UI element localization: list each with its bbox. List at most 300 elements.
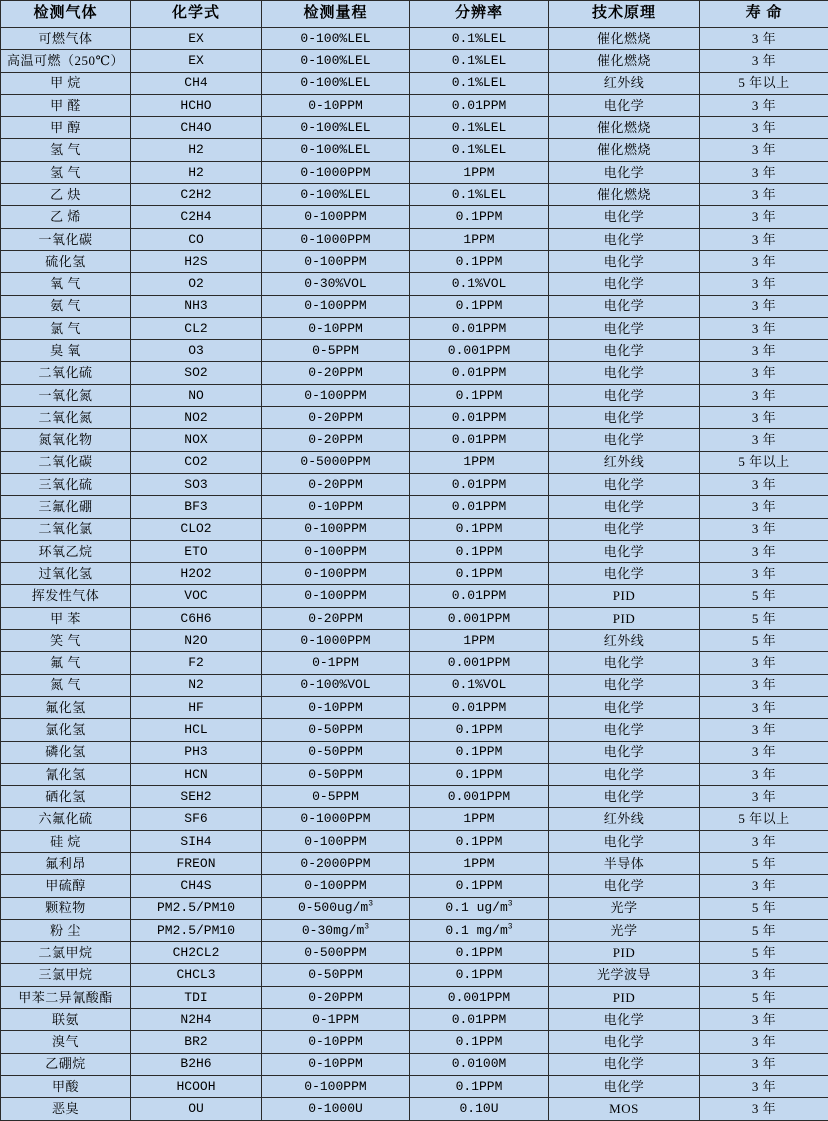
table-row [1,362,828,384]
table-row [1,1009,828,1031]
cell-range: 0-30%VOL [262,273,410,295]
cell-resolution: 0.1PPM [410,540,549,562]
table-row [1,696,828,718]
cell-resolution: 1PPM [410,228,549,250]
cell-resolution: 0.1%LEL [410,139,549,161]
cell-formula: CLO2 [131,518,262,540]
table-row [1,50,828,72]
table-row [1,451,828,473]
cell-lifetime: 3 年 [700,964,828,986]
cell-technology: 红外线 [549,451,700,473]
cell-formula: CH2CL2 [131,942,262,964]
cell-formula: N2 [131,674,262,696]
cell-technology: 电化学 [549,94,700,116]
table-row [1,786,828,808]
cell-resolution: 0.1%LEL [410,117,549,139]
table-row [1,295,828,317]
cell-range: 0-10PPM [262,317,410,339]
cell-technology: 催化燃烧 [549,28,700,50]
cell-gas-name: 甲 醛 [1,94,131,116]
cell-lifetime: 3 年 [700,741,828,763]
table-row [1,741,828,763]
cell-lifetime: 3 年 [700,429,828,451]
column-header-resolution: 分辨率 [410,1,549,28]
cell-technology: 电化学 [549,407,700,429]
cell-formula: SEH2 [131,786,262,808]
cell-lifetime: 3 年 [700,563,828,585]
cell-technology: 催化燃烧 [549,50,700,72]
cell-range: 0-100PPM [262,540,410,562]
cell-range: 0-10PPM [262,1031,410,1053]
cell-technology: 电化学 [549,1031,700,1053]
cell-technology: PID [549,986,700,1008]
cell-range: 0-100%VOL [262,674,410,696]
cell-formula: EX [131,28,262,50]
cell-technology: 红外线 [549,72,700,94]
cell-gas-name: 氟利昂 [1,852,131,874]
cell-gas-name: 甲 烷 [1,72,131,94]
table-row [1,496,828,518]
cell-technology: 电化学 [549,674,700,696]
cell-resolution: 0.01PPM [410,429,549,451]
cell-resolution: 0.001PPM [410,652,549,674]
cell-resolution: 0.01PPM [410,362,549,384]
cell-formula: NOX [131,429,262,451]
cell-gas-name: 甲 醇 [1,117,131,139]
cell-technology: 电化学 [549,295,700,317]
column-header-lifetime: 寿 命 [700,1,828,28]
cell-range: 0-10PPM [262,696,410,718]
cell-gas-name: 二氧化硫 [1,362,131,384]
cell-resolution: 0.01PPM [410,317,549,339]
cell-resolution: 1PPM [410,630,549,652]
cell-range: 0-100PPM [262,206,410,228]
cell-technology: 半导体 [549,852,700,874]
cell-formula: C2H4 [131,206,262,228]
cell-formula: SO3 [131,473,262,495]
cell-lifetime: 5 年 [700,986,828,1008]
cell-gas-name: 乙 炔 [1,184,131,206]
cell-lifetime: 3 年 [700,540,828,562]
cell-technology: 电化学 [549,273,700,295]
cell-range: 0-5000PPM [262,451,410,473]
cell-resolution: 0.1PPM [410,1075,549,1097]
cell-resolution: 0.10U [410,1098,549,1120]
cell-formula: C2H2 [131,184,262,206]
cell-gas-name: 甲 苯 [1,607,131,629]
cell-gas-name: 氟 气 [1,652,131,674]
cell-resolution: 0.01PPM [410,585,549,607]
cell-range: 0-20PPM [262,607,410,629]
cell-range: 0-50PPM [262,741,410,763]
cell-gas-name: 挥发性气体 [1,585,131,607]
cell-technology: 电化学 [549,206,700,228]
cell-gas-name: 甲硫醇 [1,875,131,897]
cell-gas-name: 二氧化氮 [1,407,131,429]
cell-gas-name: 溴气 [1,1031,131,1053]
cell-resolution: 0.1PPM [410,563,549,585]
cell-formula: HCN [131,763,262,785]
cell-formula: BR2 [131,1031,262,1053]
cell-lifetime: 3 年 [700,407,828,429]
cell-technology: 电化学 [549,161,700,183]
cell-gas-name: 氮氧化物 [1,429,131,451]
cell-range: 0-20PPM [262,429,410,451]
cell-range: 0-1000PPM [262,630,410,652]
table-row [1,384,828,406]
cell-resolution: 0.1%LEL [410,72,549,94]
cell-formula: CO [131,228,262,250]
cell-lifetime: 3 年 [700,1075,828,1097]
cell-gas-name: 硒化氢 [1,786,131,808]
table-row [1,161,828,183]
table-row [1,652,828,674]
cell-lifetime: 5 年以上 [700,451,828,473]
cell-lifetime: 3 年 [700,763,828,785]
cell-formula: PM2.5/PM10 [131,919,262,941]
cell-formula: FREON [131,852,262,874]
cell-resolution: 0.1 $ug/m^3$ [410,897,549,919]
cell-technology: 电化学 [549,362,700,384]
cell-gas-name: 氯化氢 [1,719,131,741]
cell-gas-name: 氨 气 [1,295,131,317]
cell-resolution: 0.1PPM [410,964,549,986]
cell-lifetime: 3 年 [700,496,828,518]
cell-gas-name: 三氧化硫 [1,473,131,495]
cell-resolution: 0.1%VOL [410,674,549,696]
cell-formula: H2 [131,139,262,161]
cell-formula: O2 [131,273,262,295]
cell-range: 0-100%LEL [262,72,410,94]
cell-lifetime: 5 年 [700,607,828,629]
cell-lifetime: 3 年 [700,1053,828,1075]
cell-formula: CH4S [131,875,262,897]
cell-lifetime: 5 年 [700,919,828,941]
cell-formula: NO2 [131,407,262,429]
cell-technology: 电化学 [549,384,700,406]
table-row [1,875,828,897]
cell-formula: BF3 [131,496,262,518]
cell-range: 0-100%LEL [262,50,410,72]
table-row [1,830,828,852]
cell-technology: 电化学 [549,786,700,808]
cell-gas-name: 恶臭 [1,1098,131,1120]
cell-technology: 电化学 [549,763,700,785]
cell-range: 0-100PPM [262,830,410,852]
cell-resolution: 0.1PPM [410,763,549,785]
cell-resolution: 0.01PPM [410,473,549,495]
cell-lifetime: 5 年 [700,585,828,607]
cell-resolution: 1PPM [410,808,549,830]
cell-range: 0-100PPM [262,295,410,317]
cell-lifetime: 3 年 [700,719,828,741]
cell-lifetime: 3 年 [700,340,828,362]
cell-technology: 电化学 [549,228,700,250]
cell-gas-name: 磷化氢 [1,741,131,763]
cell-resolution: 0.001PPM [410,986,549,1008]
table-header-row [1,1,828,28]
cell-lifetime: 3 年 [700,184,828,206]
cell-technology: 电化学 [549,250,700,272]
cell-formula: C6H6 [131,607,262,629]
cell-gas-name: 三氯甲烷 [1,964,131,986]
cell-technology: 红外线 [549,808,700,830]
cell-resolution: 0.1PPM [410,942,549,964]
cell-gas-name: 氮 气 [1,674,131,696]
cell-formula: HCL [131,719,262,741]
cell-range: 0-10PPM [262,1053,410,1075]
cell-technology: 电化学 [549,1009,700,1031]
cell-formula: VOC [131,585,262,607]
cell-formula: HF [131,696,262,718]
column-header-range: 检测量程 [262,1,410,28]
cell-gas-name: 粉 尘 [1,919,131,941]
cell-lifetime: 3 年 [700,228,828,250]
cell-formula: CO2 [131,451,262,473]
table-row [1,585,828,607]
table-row [1,250,828,272]
cell-lifetime: 3 年 [700,362,828,384]
cell-formula: OU [131,1098,262,1120]
cell-range: 0-1000PPM [262,808,410,830]
cell-formula: N2O [131,630,262,652]
cell-range: 0-2000PPM [262,852,410,874]
cell-resolution: 0.001PPM [410,607,549,629]
cell-resolution: 0.01PPM [410,496,549,518]
cell-range: 0-100PPM [262,585,410,607]
cell-lifetime: 3 年 [700,696,828,718]
cell-technology: 电化学 [549,473,700,495]
cell-formula: HCHO [131,94,262,116]
cell-resolution: 1PPM [410,451,549,473]
cell-formula: SO2 [131,362,262,384]
cell-range: 0-20PPM [262,473,410,495]
cell-lifetime: 3 年 [700,384,828,406]
cell-range: 0-1PPM [262,1009,410,1031]
cell-lifetime: 3 年 [700,139,828,161]
table-row [1,540,828,562]
table-row [1,607,828,629]
cell-gas-name: 联氨 [1,1009,131,1031]
cell-formula: CL2 [131,317,262,339]
cell-lifetime: 3 年 [700,1009,828,1031]
cell-range: 0-1000U [262,1098,410,1120]
cell-range: 0-20PPM [262,362,410,384]
cell-lifetime: 3 年 [700,317,828,339]
cell-range: 0-50PPM [262,763,410,785]
cell-range: $0-500ug/m^3$ [262,897,410,919]
table-row [1,630,828,652]
cell-lifetime: 5 年 [700,897,828,919]
cell-lifetime: 5 年 [700,852,828,874]
cell-formula: NH3 [131,295,262,317]
cell-lifetime: 3 年 [700,250,828,272]
cell-formula: NO [131,384,262,406]
cell-lifetime: 3 年 [700,50,828,72]
cell-lifetime: 5 年以上 [700,808,828,830]
cell-resolution: 0.1PPM [410,741,549,763]
cell-formula: PM2.5/PM10 [131,897,262,919]
cell-technology: 电化学 [549,340,700,362]
cell-resolution: 0.01PPM [410,696,549,718]
cell-resolution: 0.001PPM [410,786,549,808]
table-row [1,206,828,228]
cell-gas-name: 硫化氢 [1,250,131,272]
cell-technology: MOS [549,1098,700,1120]
table-body [1,28,828,1121]
cell-gas-name: 一氧化碳 [1,228,131,250]
cell-gas-name: 乙硼烷 [1,1053,131,1075]
cell-resolution: 0.1%LEL [410,50,549,72]
cell-gas-name: 一氧化氮 [1,384,131,406]
cell-lifetime: 3 年 [700,652,828,674]
table-row [1,1031,828,1053]
cell-range: 0-10PPM [262,496,410,518]
cell-technology: 红外线 [549,630,700,652]
cell-lifetime: 3 年 [700,786,828,808]
cell-lifetime: 3 年 [700,94,828,116]
cell-gas-name: 氢 气 [1,161,131,183]
cell-technology: 电化学 [549,741,700,763]
cell-range: 0-100%LEL [262,28,410,50]
cell-range: 0-1000PPM [262,228,410,250]
cell-technology: 电化学 [549,875,700,897]
cell-lifetime: 3 年 [700,295,828,317]
cell-range: 0-50PPM [262,964,410,986]
cell-gas-name: 笑 气 [1,630,131,652]
cell-range: 0-1000PPM [262,161,410,183]
cell-range: 0-100PPM [262,875,410,897]
table-row [1,919,828,941]
cell-lifetime: 3 年 [700,518,828,540]
cell-technology: PID [549,585,700,607]
table-row [1,340,828,362]
cell-formula: CH4O [131,117,262,139]
cell-lifetime: 3 年 [700,875,828,897]
cell-technology: 光学 [549,897,700,919]
table-row [1,1098,828,1120]
table-row [1,518,828,540]
cell-resolution: 0.01PPM [410,1009,549,1031]
cell-lifetime: 3 年 [700,1098,828,1120]
cell-technology: 电化学 [549,1075,700,1097]
cell-range: 0-500PPM [262,942,410,964]
cell-range: 0-100%LEL [262,117,410,139]
cell-lifetime: 3 年 [700,473,828,495]
cell-technology: 电化学 [549,719,700,741]
cell-resolution: 0.1PPM [410,518,549,540]
column-header-formula: 化学式 [131,1,262,28]
table-row [1,94,828,116]
cell-formula: ETO [131,540,262,562]
cell-gas-name: 甲酸 [1,1075,131,1097]
cell-gas-name: 二氯甲烷 [1,942,131,964]
table-row [1,72,828,94]
table-row [1,117,828,139]
table-row [1,719,828,741]
cell-formula: TDI [131,986,262,1008]
cell-formula: SF6 [131,808,262,830]
cell-technology: 电化学 [549,563,700,585]
cell-resolution: 0.1PPM [410,830,549,852]
cell-gas-name: 乙 烯 [1,206,131,228]
cell-resolution: 0.1PPM [410,206,549,228]
cell-resolution: 0.01PPM [410,407,549,429]
cell-gas-name: 氰化氢 [1,763,131,785]
cell-gas-name: 过氧化氢 [1,563,131,585]
cell-formula: SIH4 [131,830,262,852]
cell-range: 0-20PPM [262,407,410,429]
table-row [1,563,828,585]
cell-gas-name: 硅 烷 [1,830,131,852]
table-row [1,964,828,986]
cell-formula: H2 [131,161,262,183]
cell-gas-name: 氯 气 [1,317,131,339]
cell-gas-name: 氧 气 [1,273,131,295]
cell-lifetime: 3 年 [700,117,828,139]
cell-gas-name: 二氧化氯 [1,518,131,540]
table-row [1,429,828,451]
cell-resolution: 0.1PPM [410,250,549,272]
cell-resolution: 0.1%LEL [410,184,549,206]
cell-technology: 催化燃烧 [549,117,700,139]
table-row [1,674,828,696]
table-row [1,317,828,339]
table-row [1,897,828,919]
table-row [1,942,828,964]
cell-formula: H2S [131,250,262,272]
table-row [1,28,828,50]
cell-resolution: 0.001PPM [410,340,549,362]
cell-gas-name: 三氟化硼 [1,496,131,518]
cell-gas-name: 高温可燃（250℃） [1,50,131,72]
cell-range: 0-50PPM [262,719,410,741]
cell-technology: 光学波导 [549,964,700,986]
cell-technology: PID [549,942,700,964]
cell-resolution: 0.1PPM [410,295,549,317]
table-row [1,1075,828,1097]
cell-lifetime: 3 年 [700,1031,828,1053]
cell-range: 0-100PPM [262,563,410,585]
cell-gas-name: 可燃气体 [1,28,131,50]
cell-resolution: 0.1PPM [410,1031,549,1053]
cell-technology: 电化学 [549,429,700,451]
cell-technology: 电化学 [549,540,700,562]
cell-formula: F2 [131,652,262,674]
cell-range: 0-100PPM [262,1075,410,1097]
cell-technology: 电化学 [549,317,700,339]
table-row [1,852,828,874]
cell-range: 0-100PPM [262,518,410,540]
cell-lifetime: 3 年 [700,206,828,228]
cell-range: 0-100%LEL [262,184,410,206]
cell-resolution: 1PPM [410,161,549,183]
cell-lifetime: 3 年 [700,161,828,183]
cell-lifetime: 3 年 [700,830,828,852]
cell-range: 0-5PPM [262,786,410,808]
cell-range: 0-100PPM [262,250,410,272]
cell-gas-name: 环氧乙烷 [1,540,131,562]
table-row [1,228,828,250]
table-row [1,986,828,1008]
cell-formula: PH3 [131,741,262,763]
cell-range: 0-100PPM [262,384,410,406]
cell-gas-name: 六氟化硫 [1,808,131,830]
cell-range: $0-30mg/m^3$ [262,919,410,941]
cell-lifetime: 5 年 [700,942,828,964]
cell-resolution: 0.1PPM [410,875,549,897]
table-row [1,763,828,785]
